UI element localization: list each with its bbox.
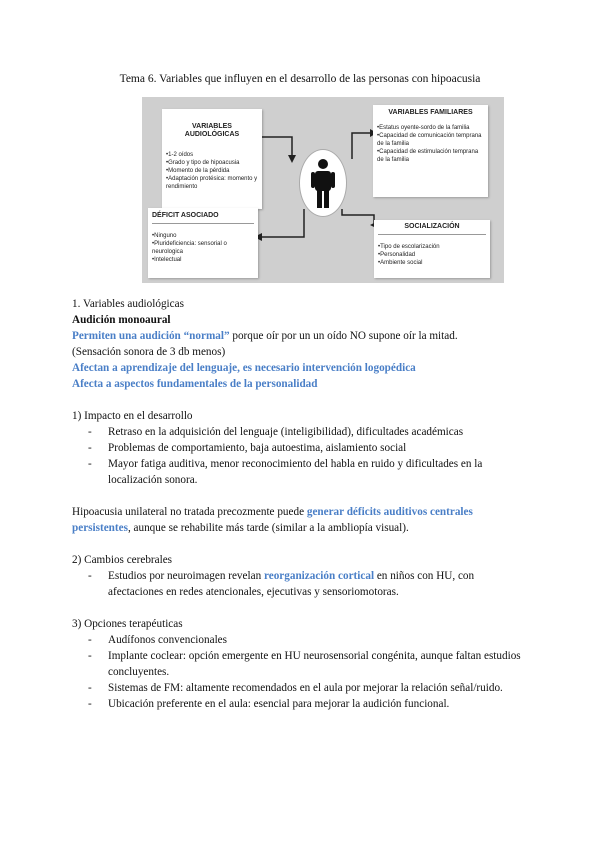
- paragraph: [72, 504, 532, 536]
- highlight-line: Afectan a aprendizaje del lenguaje, es necesario intervención logopédica: [72, 362, 416, 374]
- highlight: Permiten una audición “normal”: [72, 330, 230, 342]
- section-heading: 3) Opciones terapéuticas: [72, 618, 183, 630]
- list-item: • Intelectual: [152, 256, 254, 264]
- section-heading: 2) Cambios cerebrales: [72, 554, 173, 566]
- list-item: • Ambiente social: [378, 259, 486, 267]
- list-item: - Mayor fatiga auditiva, menor reconocimiento del habla en ruido y dificultades en la localización sonora.: [108, 456, 532, 488]
- highlight: generar déficits auditivos centrales persistentes: [72, 506, 473, 534]
- text: en niños con HU, con afectaciones en redes atencionales, ejecutivas y sensoriomotoras.: [108, 570, 475, 598]
- list-item: - Audífonos convencionales: [108, 632, 532, 648]
- list-item: - Retraso en la adquisición del lenguaje (inteligibilidad), dificultades académicas: [108, 424, 532, 440]
- list-item: [108, 568, 532, 600]
- document-body: [72, 296, 532, 712]
- list-item: • Ninguno: [152, 232, 254, 240]
- text: , aunque se rehabilite más tarde (similar a la ambliopía visual).: [127, 522, 409, 534]
- highlight-line: Afecta a aspectos fundamentales de la personalidad: [72, 378, 318, 390]
- text: Hipoacusia unilateral no tratada precozmente puede: [72, 506, 307, 518]
- person-circle: [299, 149, 347, 217]
- box-socializacion: [374, 220, 490, 278]
- paragraph: (Sensación sonora de 3 db menos): [72, 346, 226, 358]
- person-icon: [300, 150, 346, 216]
- box-deficit-asociado: [148, 208, 258, 278]
- box-heading: VARIABLES AUDIOLÓGICAS: [184, 123, 240, 138]
- list-item: • Personalidad: [378, 251, 486, 259]
- list-item: • Grado y tipo de hipoacusia: [166, 159, 258, 167]
- list-item: - Sistemas de FM: altamente recomendados en el aula por mejorar la relación señal/ruido.: [108, 680, 532, 696]
- text: porque oír por un un oído NO supone oír la mitad.: [229, 330, 458, 342]
- page-title: Tema 6. Variables que influyen en el desarrollo de las personas con hipoacusia: [119, 73, 481, 85]
- list-item: - Ubicación preferente en el aula: esencial para mejorar la audición funcional.: [108, 696, 532, 712]
- section-heading: 1. Variables audiológicas: [72, 298, 184, 310]
- box-variables-audiologicas: [162, 109, 262, 209]
- paragraph: [72, 328, 532, 344]
- box-variables-familiares: [373, 105, 488, 197]
- list-item: • Tipo de escolarización: [378, 243, 486, 251]
- box-heading: DÉFICIT ASOCIADO: [152, 212, 254, 224]
- list-item: • 1-2 oídos: [166, 151, 258, 159]
- cambios-list: [72, 568, 532, 600]
- options-list: [72, 632, 532, 712]
- list-item: • Capacidad de comunicación temprana de la familia: [377, 132, 484, 148]
- highlight: reorganización cortical: [263, 570, 375, 582]
- list-item: • Adaptación protésica: momento y rendimiento: [166, 175, 258, 191]
- impact-list: [72, 424, 532, 488]
- box-heading: VARIABLES FAMILIARES: [388, 109, 473, 116]
- list-item: • Plurideficiencia: sensorial o neurologica: [152, 240, 254, 256]
- box-heading: SOCIALIZACIÓN: [378, 223, 486, 235]
- variables-diagram: [142, 97, 504, 283]
- section-heading: 1) Impacto en el desarrollo: [72, 410, 193, 422]
- list-item: - Implante coclear: opción emergente en HU neurosensorial congénita, aunque faltan estudios concluyentes.: [108, 648, 532, 680]
- subheading: Audición monoaural: [72, 314, 171, 326]
- list-item: • Estatus oyente-sordo de la familia: [377, 124, 484, 132]
- list-item: • Momento de la pérdida: [166, 167, 258, 175]
- text: Estudios por neuroimagen revelan: [108, 570, 264, 582]
- list-item: - Problemas de comportamiento, baja autoestima, aislamiento social: [108, 440, 532, 456]
- list-item: • Capacidad de estimulación temprana de la familia: [377, 148, 484, 164]
